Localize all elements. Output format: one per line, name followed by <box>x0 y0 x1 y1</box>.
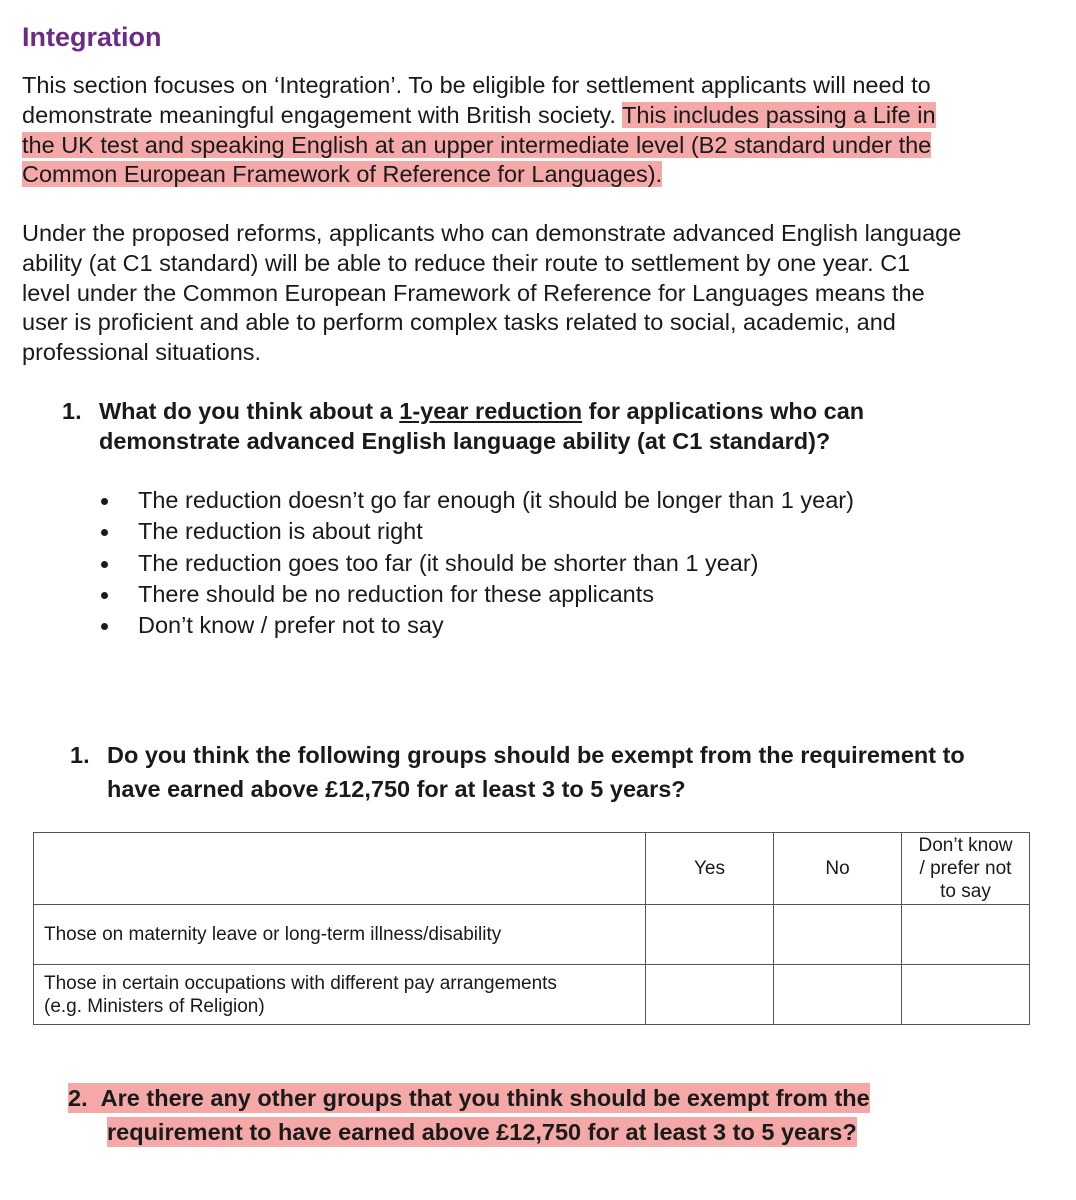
reforms-line: Under the proposed reforms, applicants who can demonstrate advanced English language <box>22 220 962 246</box>
bullet-icon <box>101 498 108 505</box>
question-line-1: Do you think the following groups should be exempt from the requirement to <box>107 742 965 768</box>
bullet-icon <box>101 592 108 599</box>
header-dont-know: Don’t know / prefer not to say <box>902 833 1030 905</box>
reforms-line: user is proficient and able to perform complex tasks related to social, academic, and <box>22 309 896 335</box>
answer-cell-dont-know[interactable] <box>902 965 1030 1025</box>
question-line-1: 2. Are there any other groups that you think should be exempt from the <box>68 1085 870 1111</box>
intro-line-1: This section focuses on ‘Integration’. To be eligible for settlement applicants will need to <box>22 72 931 98</box>
question-line-2: have earned above £12,750 for at least 3 to 5 years? <box>107 776 686 802</box>
highlighted-text: the UK test and speaking English at an upper intermediate level (B2 standard under the <box>22 132 932 158</box>
reforms-line: professional situations. <box>22 339 262 365</box>
table-header-row <box>34 833 1030 905</box>
question-line-2: requirement to have earned above £12,750 for at least 3 to 5 years? <box>107 1119 857 1145</box>
reforms-line: level under the Common European Framework of Reference for Languages means the <box>22 280 925 306</box>
intro-line-4 <box>22 160 662 190</box>
row-label: Those in certain occupations with different pay arrangements (e.g. Ministers of Religion) <box>34 965 646 1025</box>
intro-line-2: demonstrate meaningful engagement with British society. This includes passing a Life in <box>22 102 936 128</box>
question-number: 2. <box>68 1085 88 1111</box>
question-line-1: What do you think about a 1-year reduction for applications who can <box>99 398 865 424</box>
reforms-line: ability (at C1 standard) will be able to reduce their route to settlement by one year. C1 <box>22 250 911 276</box>
intro-line-3 <box>22 131 931 161</box>
table-row <box>34 965 1030 1025</box>
answer-cell-no[interactable] <box>774 905 902 965</box>
question-line-2: demonstrate advanced English language ability (at C1 standard)? <box>99 428 831 454</box>
bullet-icon <box>101 623 108 630</box>
bullet-icon <box>101 561 108 568</box>
answer-cell-yes[interactable] <box>646 965 774 1025</box>
exemption-table <box>33 832 1030 1025</box>
header-yes: Yes <box>646 833 774 905</box>
question-number: 1. <box>62 398 82 424</box>
bullet-icon <box>101 529 108 536</box>
underlined-term: 1-year reduction <box>399 398 583 424</box>
answer-cell-yes[interactable] <box>646 905 774 965</box>
answer-cell-dont-know[interactable] <box>902 905 1030 965</box>
answer-cell-no[interactable] <box>774 965 902 1025</box>
highlighted-text: Common European Framework of Reference for Languages). <box>22 161 663 187</box>
highlighted-text: This includes passing a Life in <box>622 102 936 128</box>
header-no: No <box>774 833 902 905</box>
table-row <box>34 905 1030 965</box>
question-number: 1. <box>70 742 90 768</box>
row-label: Those on maternity leave or long-term illness/disability <box>34 905 646 965</box>
header-empty-cell <box>34 833 646 905</box>
section-heading: Integration <box>22 22 162 52</box>
